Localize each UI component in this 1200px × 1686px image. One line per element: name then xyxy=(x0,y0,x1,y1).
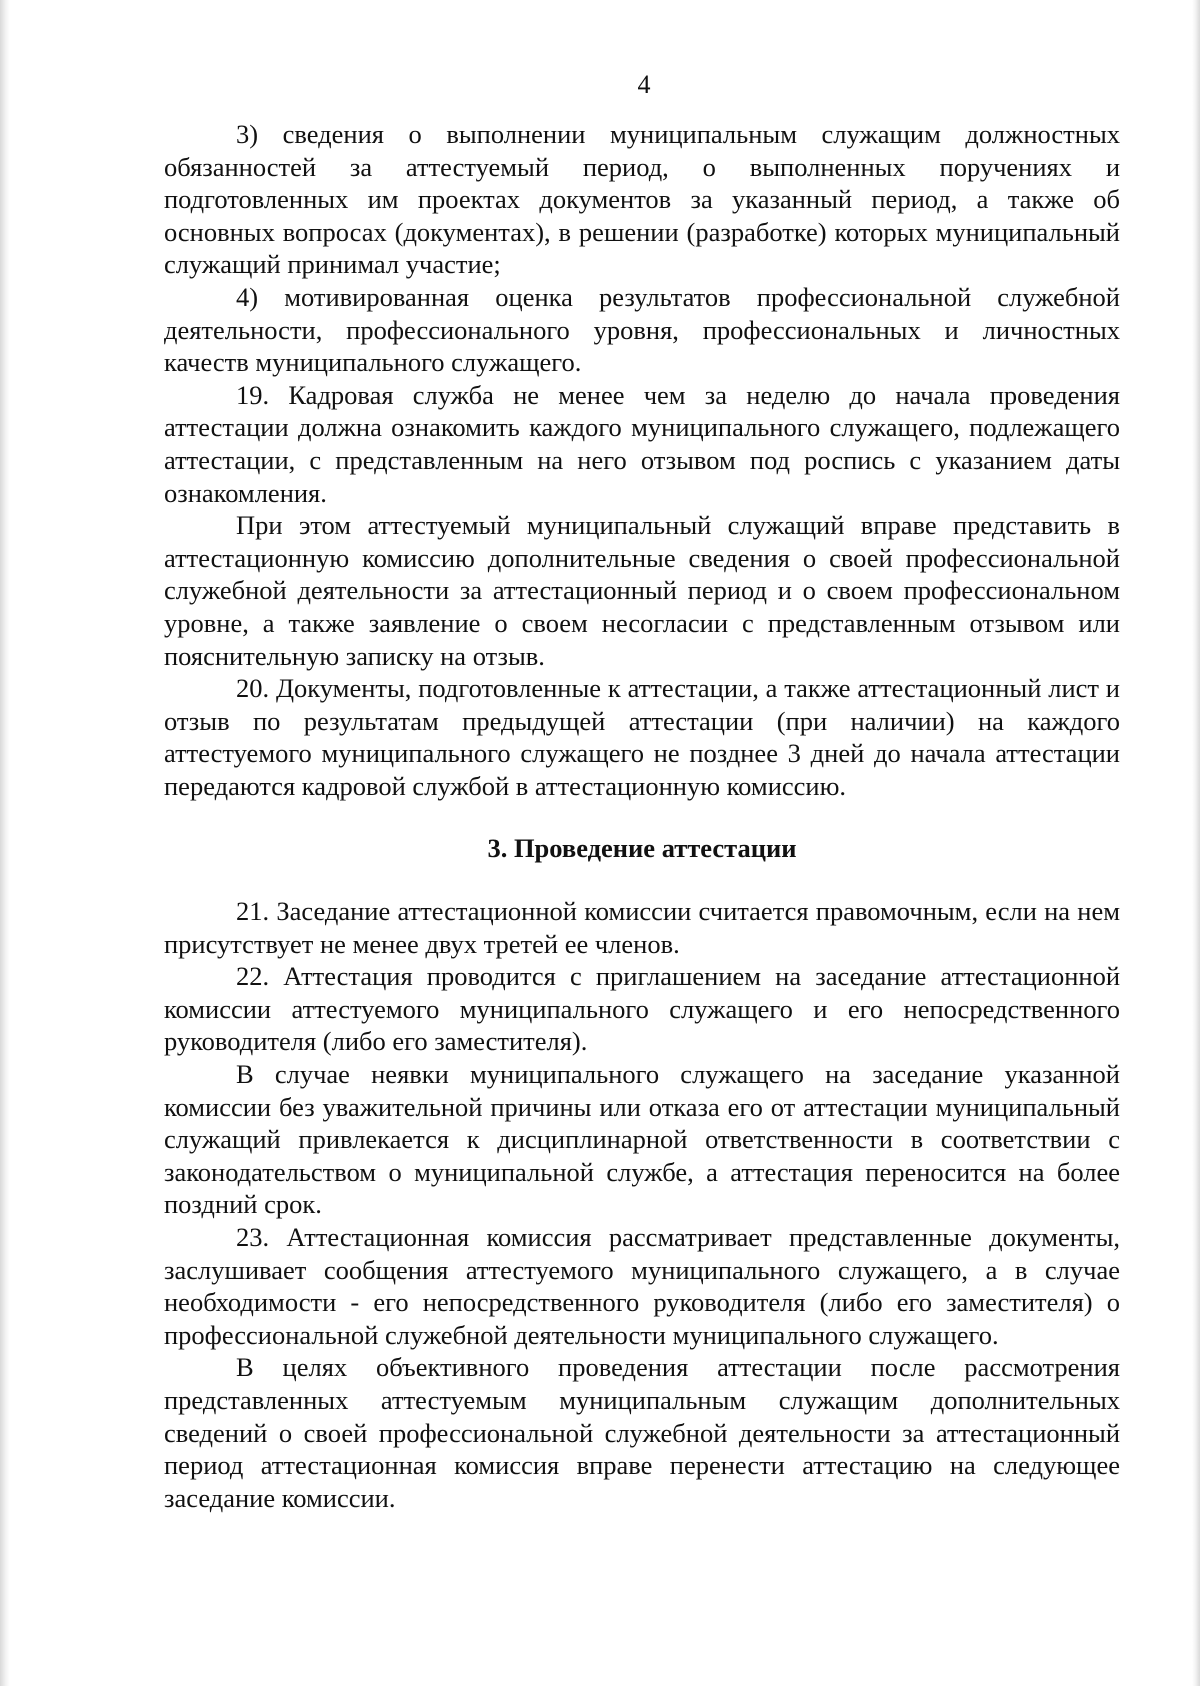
paragraph-clause-20: 20. Документы, подготовленные к аттестации, а также аттестационный лист и отзыв по результатам предыдущей аттестации (при наличии) на каждого аттестуемого муниципального служащего не позднее 3 дней до начала аттестации передаются кадровой службой в аттестационную комиссию. xyxy=(164,673,1120,801)
page-number: 4 xyxy=(637,70,651,99)
paragraph-item-3: 3) сведения о выполнении муниципальным служащим должностных обязанностей за аттестуемый период, о выполненных поручениях и подготовленных им проектах документов за указанный период, а также об основных вопросах (документах), в решении (разработке) которых муниципальный служащий принимал участие; xyxy=(164,119,1120,280)
paragraph-clause-22-continued: В случае неявки муниципального служащего на заседание указанной комиссии без уважительной причины или отказа его от аттестации муниципальный служащий привлекается к дисциплинарной ответственности в соответствии с законодательством о муниципальной службе, а аттестация переносится на более поздний срок. xyxy=(164,1059,1120,1220)
paragraph-clause-23-continued: В целях объективного проведения аттестации после рассмотрения представленных аттестуемым муниципальным служащим дополнительных сведений о своей профессиональной служебной деятельности за аттестационный период аттестационная комиссия вправе перенести аттестацию на следующее заседание комиссии. xyxy=(164,1352,1120,1513)
scan-edge-left xyxy=(0,0,10,1686)
section-heading: 3. Проведение аттестации xyxy=(487,833,797,864)
paragraph-clause-21: 21. Заседание аттестационной комиссии считается правомочным, если на нем присутствует не менее двух третей ее членов. xyxy=(164,896,1120,959)
paragraph-clause-19: 19. Кадровая служба не менее чем за неделю до начала проведения аттестации должна ознакомить каждого муниципального служащего, подлежащего аттестации, с представленным на него отзывом под роспись с указанием даты ознакомления. xyxy=(164,379,1120,508)
scan-edge-right xyxy=(1192,0,1200,1686)
paragraph-clause-23: 23. Аттестационная комиссия рассматривает представленные документы, заслушивает сообщения аттестуемого муниципального служащего, а в случае необходимости - его непосредственного руководителя (либо его заместителя) о профессиональной служебной деятельности муниципального служащего. xyxy=(164,1222,1120,1350)
paragraph-item-4: 4) мотивированная оценка результатов профессиональной служебной деятельности, профессионального уровня, профессиональных и личностных качеств муниципального служащего. xyxy=(164,281,1120,378)
paragraph-clause-19-continued: При этом аттестуемый муниципальный служащий вправе представить в аттестационную комиссию дополнительные сведения о своей профессиональной служебной деятельности за аттестационный период и о своем профессиональном уровне, а также заявление о своем несогласии с представленным отзывом или пояснительную записку на отзыв. xyxy=(164,510,1120,671)
paragraph-clause-22: 22. Аттестация проводится с приглашением на заседание аттестационной комиссии аттестуемого муниципального служащего и его непосредственного руководителя (либо его заместителя). xyxy=(164,961,1120,1057)
document-body xyxy=(164,118,1120,1514)
